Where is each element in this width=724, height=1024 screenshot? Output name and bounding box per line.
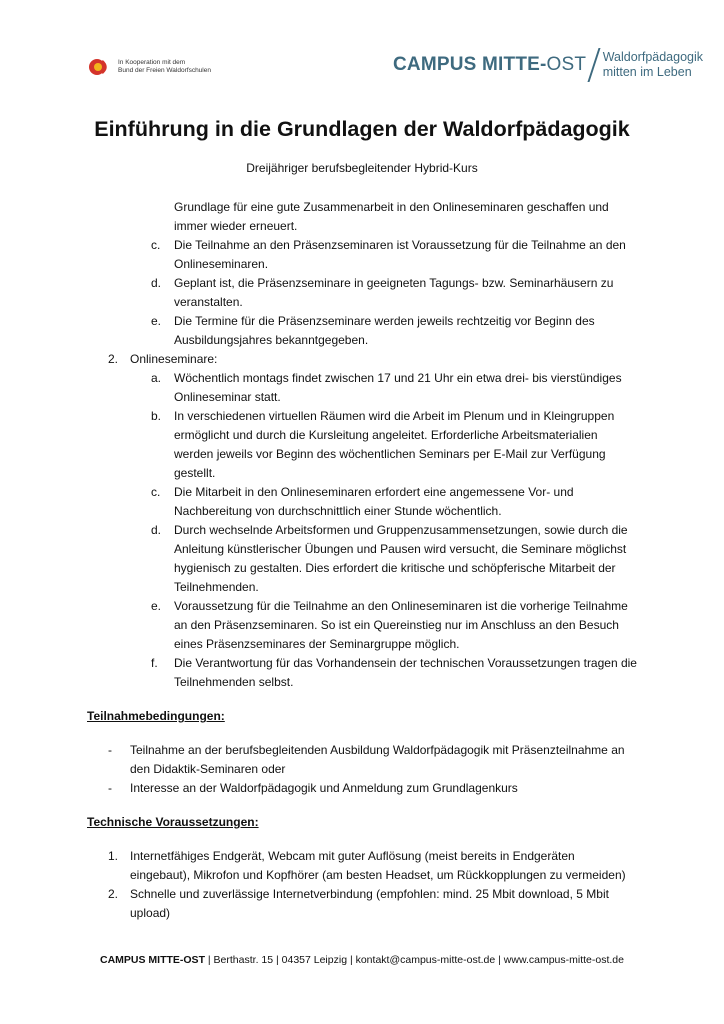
list-item: c. Die Mitarbeit in den Onlineseminaren erfordert eine angemessene Vor- und Nachbereitung von durchschnittlich einer Stunde wöchentlich. <box>151 485 574 518</box>
list-item: - Teilnahme an der berufsbegleitenden Ausbildung Waldorfpädagogik mit Präsenzteilnahme an den Didaktik-Seminaren oder <box>108 743 625 776</box>
heading-technische-voraussetzungen: Technische Voraussetzungen: <box>87 815 259 829</box>
list-item: d. Durch wechselnde Arbeitsformen und Gruppenzusammensetzungen, sowie durch die Anleitung künstlerischer Übungen und Pausen wird versucht, die Seminare möglichst hygienisch zu gestalten. Dies erfordert die kritische und schöpferische Mitarbeit der Teilnehmenden. <box>151 523 628 594</box>
list-item: e. Die Termine für die Präsenzseminare werden jeweils rechtzeitig vor Beginn des Ausbildungsjahres bekanntgegeben. <box>151 314 595 347</box>
list-item: 1. Internetfähiges Endgerät, Webcam mit guter Auflösung (meist bereits in Endgeräten eingebaut), Mikrofon und Kopfhörer (am besten Headset, um Rückkopplungen zu vermeiden) <box>108 849 626 882</box>
footer-brand: CAMPUS MITTE-OST <box>99 954 205 966</box>
coop-line-2: Bund der Freien Waldorfschulen <box>118 67 211 74</box>
brand-tagline: Waldorfpädagogik mitten im Leben <box>602 50 704 79</box>
list-item: 2. Schnelle und zuverlässige Internetverbindung (empfohlen: mind. 25 Mbit download, 5 Mbit upload) <box>108 887 609 920</box>
footer-contact: | Berthastr. 15 | 04357 Leipzig | kontakt@campus-mitte-ost.de | www.campus-mitte-ost.de <box>204 954 624 966</box>
list-item: e. Voraussetzung für die Teilnahme an den Onlineseminaren ist die vorherige Teilnahme an den Präsenzseminaren. So ist ein Quereinstieg nur im Anschluss an den Besuch eines Präsenzseminares der Seminargruppe möglich. <box>151 599 628 651</box>
list-item: c. Die Teilnahme an den Präsenzseminaren ist Voraussetzung für die Teilnahme an den Onlineseminaren. <box>151 238 626 271</box>
page-footer <box>0 954 724 966</box>
document-subtitle: Dreijähriger berufsbegleitender Hybrid-Kurs <box>246 161 478 175</box>
list-item: d. Geplant ist, die Präsenzseminare in geeigneten Tagungs- bzw. Seminarhäusern zu veranstalten. <box>151 276 614 309</box>
bund-logo-icon <box>88 58 110 76</box>
continued-paragraph: Grundlage für eine gute Zusammenarbeit in den Onlineseminaren geschaffen und immer wieder erneuert. <box>174 200 609 233</box>
campus-brand-logo <box>393 48 703 82</box>
brand-slash-divider <box>588 48 601 82</box>
brand-name: CAMPUS MITTE-OST <box>393 54 587 75</box>
list-item: f. Die Verantwortung für das Vorhandensein der technischen Voraussetzungen tragen die Teilnehmenden selbst. <box>151 656 637 689</box>
document-body <box>0 198 724 923</box>
list-item: a. Wöchentlich montags findet zwischen 17 und 21 Uhr ein etwa drei- bis vierstündiges Onlineseminar statt. <box>151 371 622 404</box>
cooperation-badge <box>88 58 211 76</box>
list-item: - Interesse an der Waldorfpädagogik und Anmeldung zum Grundlagenkurs <box>108 781 518 795</box>
section-onlineseminare: 2. Onlineseminare: <box>108 352 218 366</box>
document-title: Einführung in die Grundlagen der Waldorfpädagogik <box>94 117 630 141</box>
coop-line-1: In Kooperation mit dem <box>118 59 186 66</box>
heading-teilnahmebedingungen: Teilnahmebedingungen: <box>87 709 225 723</box>
list-item: b. In verschiedenen virtuellen Räumen wird die Arbeit im Plenum und in Kleingruppen ermöglicht und durch die Kursleitung angeleitet. Erforderliche Arbeitsmaterialien werden jeweils vor Beginn des wöchentlichen Seminars per E-Mail zur Verfügung gestellt. <box>151 409 615 480</box>
